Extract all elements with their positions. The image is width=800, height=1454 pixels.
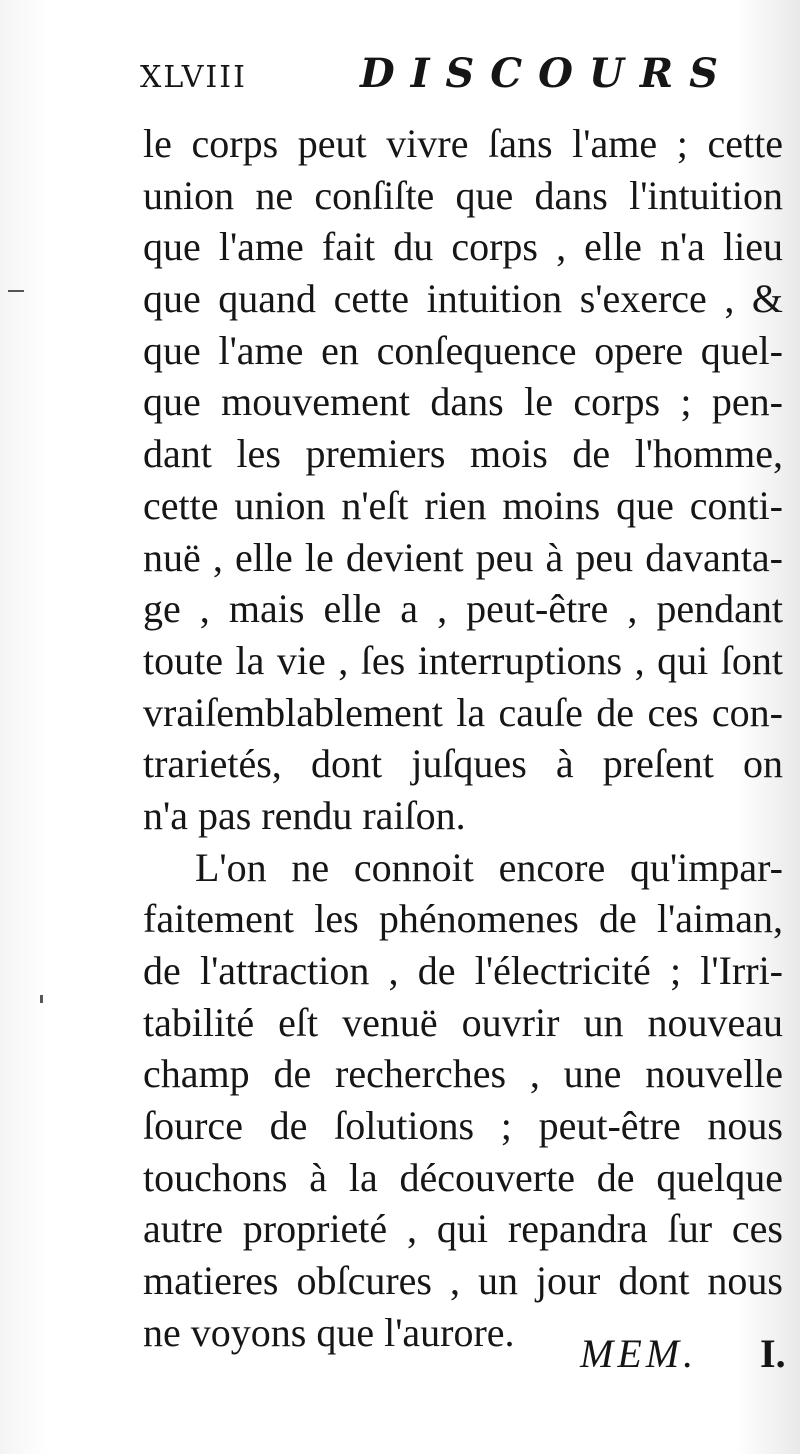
- text-line: ge , mais elle a , peut-être , pendant: [143, 586, 783, 632]
- margin-mark: [40, 995, 43, 1003]
- paragraph: [143, 118, 783, 842]
- catchword: MEM.: [580, 1331, 698, 1376]
- page-header: [140, 50, 734, 100]
- text-line: autre proprieté , qui repandra ſur ces: [143, 1206, 783, 1252]
- text-line: que l'ame en conſequence opere quel-: [143, 327, 783, 373]
- text-line: que quand cette intuition s'exerce , &: [143, 276, 783, 322]
- text-line: union ne conſiſte que dans l'intuition: [143, 172, 783, 218]
- text-line: toute la vie , ſes interruptions , qui ſont: [143, 637, 783, 683]
- text-line: faitement les phénomenes de l'aiman,: [143, 896, 783, 942]
- text-line: ne voyons que l'aurore.: [143, 1309, 515, 1355]
- text-line: le corps peut vivre ſans l'ame ; cette: [143, 121, 783, 166]
- text-line: dant les premiers mois de l'homme,: [143, 431, 783, 477]
- text-line: cette union n'eſt rien moins que conti-: [143, 482, 783, 528]
- text-line: matieres obſcures , un jour dont nous: [143, 1258, 783, 1304]
- text-line: que mouvement dans le corps ; pen-: [143, 379, 783, 425]
- text-line: trarietés, dont juſques à preſent on: [143, 741, 783, 787]
- text-line: nuë , elle le devient peu à peu davanta-: [143, 534, 783, 580]
- body-text: [143, 118, 783, 1359]
- margin-mark: [8, 290, 24, 292]
- running-title: DISCOURS: [360, 50, 734, 97]
- page-number: XLVIII: [140, 60, 247, 95]
- signature-mark: I.: [760, 1331, 786, 1376]
- text-line: n'a pas rendu raiſon.: [143, 792, 466, 838]
- text-line: tabilité eſt venuë ouvrir un nouveau: [143, 999, 783, 1045]
- text-line: de l'attraction , de l'électricité ; l'Irri-: [143, 948, 783, 993]
- text-line: L'on ne connoit encore qu'impar-: [195, 844, 783, 890]
- paragraph: [143, 842, 783, 1359]
- text-line: ſource de ſolutions ; peut-être nous: [143, 1103, 783, 1149]
- text-line: que l'ame fait du corps , elle n'a lieu: [143, 224, 783, 270]
- text-line: champ de recherches , une nouvelle: [143, 1051, 783, 1097]
- text-line: touchons à la découverte de quelque: [143, 1154, 783, 1200]
- text-line: vraiſemblablement la cauſe de ces con-: [143, 689, 783, 735]
